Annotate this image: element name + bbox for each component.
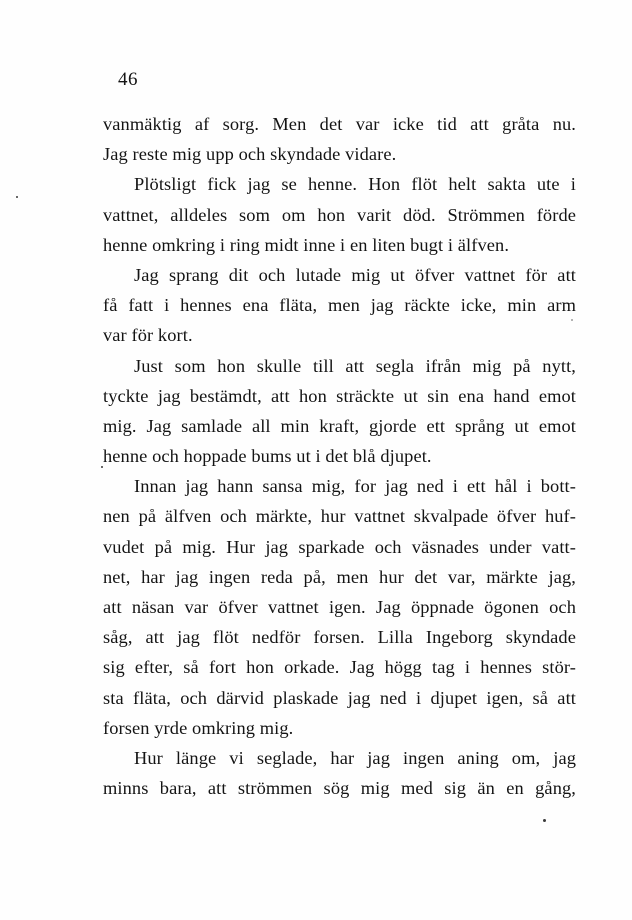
text-line: sig efter, så fort hon orkade. Jag högg tag i hennes stör- bbox=[103, 657, 576, 678]
text-line: net, har jag ingen reda på, men hur det var, märkte jag, bbox=[103, 566, 576, 587]
paper-speck bbox=[543, 819, 546, 822]
text-line: Jag sprang dit och lutade mig ut öfver vattnet för att bbox=[134, 264, 576, 285]
text-line: att näsan var öfver vattnet igen. Jag öppnade ögonen och bbox=[103, 597, 576, 617]
text-line: mig. Jag samlade all min kraft, gjorde ett språng ut emot bbox=[103, 415, 576, 436]
text-line: vanmäktig af sorg. Men det var icke tid att gråta nu. bbox=[103, 114, 576, 134]
paper-speck bbox=[16, 196, 18, 198]
text-line: tyckte jag bestämdt, att hon sträckte ut sin ena hand emot bbox=[103, 385, 576, 406]
text-line: henne och hoppade bums ut i det blå djupet. bbox=[103, 446, 432, 467]
text-line: få fatt i hennes ena fläta, men jag räckte icke, min arm bbox=[103, 295, 576, 316]
paper-speck bbox=[101, 466, 103, 468]
text-line: minns bara, att strömmen sög mig med sig än en gång, bbox=[103, 778, 576, 799]
text-line: vudet på mig. Hur jag sparkade och väsnades under vatt- bbox=[103, 536, 576, 557]
text-line: forsen yrde omkring mig. bbox=[103, 717, 294, 738]
text-line: Just som hon skulle till att segla ifrån mig på nytt, bbox=[134, 355, 576, 376]
paper-speck bbox=[571, 319, 573, 321]
text-line: sta fläta, och därvid plaskade jag ned i djupet igen, så att bbox=[103, 687, 576, 708]
text-line: Hur länge vi seglade, har jag ingen aning om, jag bbox=[134, 747, 576, 768]
text-line: henne omkring i ring midt inne i en liten bugt i älfven. bbox=[103, 234, 510, 255]
text-line: var för kort. bbox=[103, 325, 193, 346]
text-line: Plötsligt fick jag se henne. Hon flöt helt sakta ute i bbox=[134, 174, 576, 195]
text-line: Jag reste mig upp och skyndade vidare. bbox=[103, 144, 397, 165]
text-line: vattnet, alldeles som om hon varit död. Strömmen förde bbox=[103, 204, 576, 225]
body-text bbox=[103, 109, 576, 803]
page-number: 46 bbox=[118, 69, 138, 90]
text-line: såg, att jag flöt nedför forsen. Lilla Ingeborg skyndade bbox=[103, 627, 576, 648]
text-line: nen på älfven och märkte, hur vattnet skvalpade öfver huf- bbox=[103, 506, 576, 527]
text-line: Innan jag hann sansa mig, for jag ned i ett hål i bott- bbox=[134, 476, 576, 497]
